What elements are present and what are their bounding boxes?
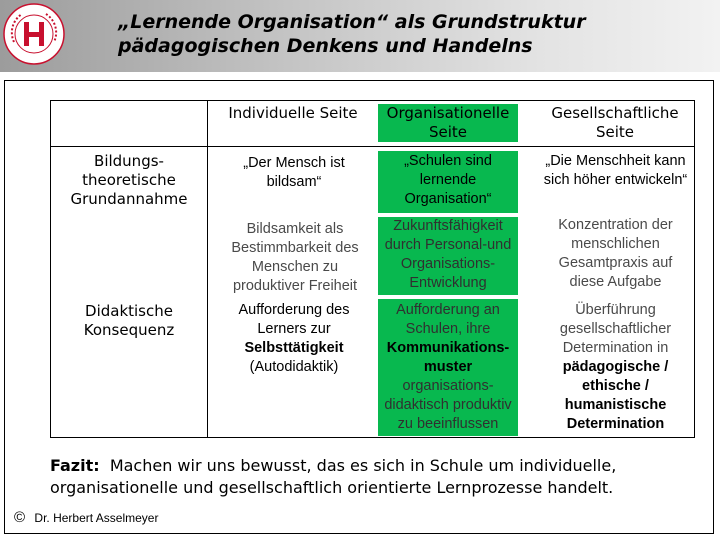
table-border-right [694,100,695,438]
cell-organisational-quote: „Schulen sind lernende Organisation“ [378,151,518,213]
cell-individual-quote: „Der Mensch ist bildsam“ [243,155,345,190]
organisational-consequence-text: Aufforderung an Schulen, ihre [396,302,500,337]
column-header-societal: Gesellschaftliche Seite [551,104,679,141]
author-name: Dr. Herbert Asselmeyer [34,511,159,525]
table-border-bottom [50,437,695,438]
copyright-icon: © [14,509,26,526]
header-bar [0,0,720,72]
organisational-consequence-bold: Kommunikations-muster [386,340,510,375]
table-border-top [50,100,695,101]
page-title: „Lernende Organisation“ als Grundstruktur pädagogischen Denkens und Handelns [118,11,586,57]
table-border-left [50,100,51,438]
cell-organisational-consequence [378,299,518,436]
societal-consequence-bold: pädagogische / ethische / humanistische Determination [562,359,669,432]
fazit-paragraph [50,455,710,499]
organisational-consequence-note: organisations-didaktisch produktiv zu beeinflussen [384,378,512,432]
individual-consequence-note: (Autodidaktik) [249,359,339,375]
cell-individual-consequence [228,301,360,377]
table-divider-label-column [207,100,208,438]
fazit-text: Machen wir uns bewusst, das es sich in Schule um individuelle, organisationelle und gesellschaftlich orientierte Lernprozesse handelt. [50,456,617,497]
column-header-individual: Individuelle Seite [228,104,358,122]
column-header-organisational: Organisationelle Seite [378,104,518,142]
societal-consequence-text: Überführung gesellschaftlicher Determination in [559,302,672,356]
footer [14,509,158,526]
row-label-konsequenz: Didaktische Konsequenz [83,302,175,339]
row-label-grundannahme: Bildungs-theoretische Grundannahme [70,152,188,208]
individual-consequence-text: Aufforderung des Lerners zur [238,302,350,337]
fazit-label: Fazit: [50,456,100,475]
cell-organisational-detail: Zukunftsfähigkeit durch Personal-und Organisations-Entwicklung [378,217,518,295]
cell-societal-quote: „Die Menschheit kann sich höher entwickeln“ [543,153,688,188]
cell-societal-consequence [543,301,688,434]
university-logo [2,2,66,66]
individual-consequence-bold: Selbsttätigkeit [244,340,344,356]
cell-societal-detail: Konzentration der menschlichen Gesamtpraxis auf diese Aufgabe [558,217,673,290]
table-divider-header [50,146,695,147]
cell-individual-detail: Bildsamkeit als Bestimmbarkeit des Menschen zu produktiver Freiheit [231,221,359,294]
